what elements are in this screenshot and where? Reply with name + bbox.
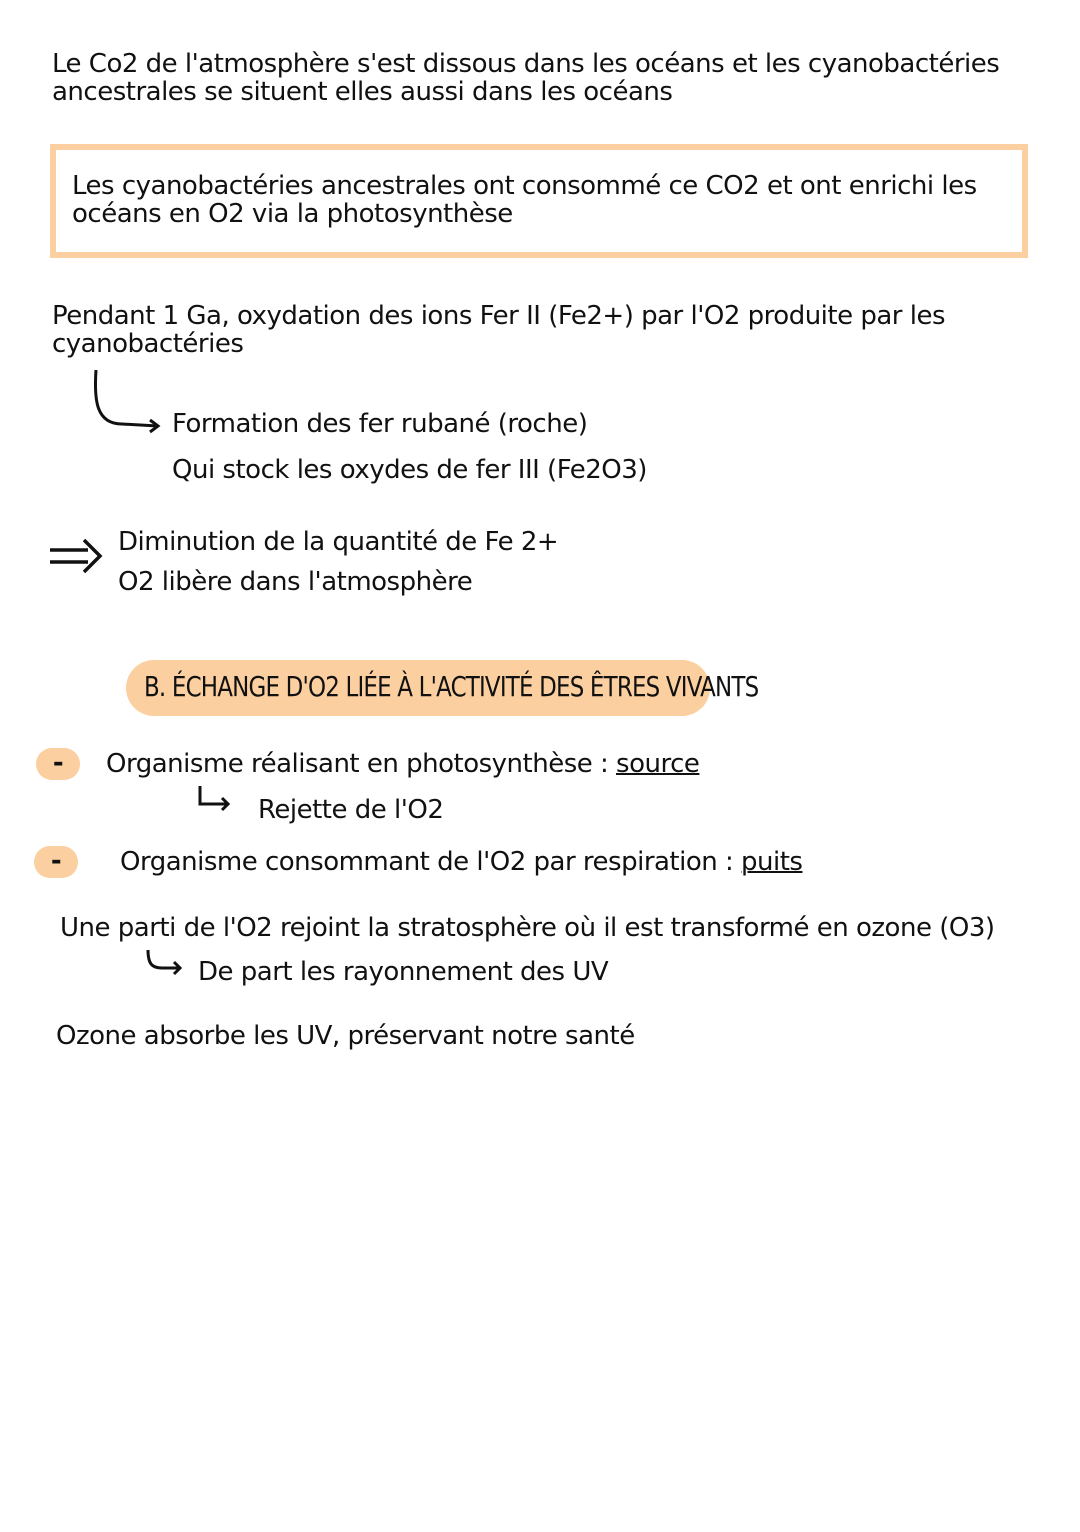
sub3: De part les rayonnement des UV [198, 957, 609, 987]
keyword-puits: puits [741, 847, 803, 877]
arrow-hook-icon [146, 950, 186, 976]
boxed-line2: océans en O2 via la photosynthèse [72, 199, 513, 229]
bullet-item-1 [106, 750, 699, 778]
paragraph1-line2: ancestrales se situent elles aussi dans les océans [52, 77, 673, 107]
arrow-hook-icon [198, 786, 234, 812]
sub1-line2: Qui stock les oxydes de fer III (Fe2O3) [172, 455, 647, 485]
bullet-marker: - [34, 846, 78, 878]
boxed-line1: Les cyanobactéries ancestrales ont consommé ce CO2 et ont enrichi les [72, 171, 977, 201]
bullet-marker: - [36, 748, 80, 780]
paragraph2-line1: Pendant 1 Ga, oxydation des ions Fer II (Fe2+) par l'O2 produite par les [52, 301, 946, 331]
section-heading: B. ÉCHANGE D'O2 LIÉE À L'ACTIVITÉ DES ÊTRES VIVANTS [144, 670, 759, 703]
sub1-line1: Formation des fer rubané (roche) [172, 409, 588, 439]
paragraph3: Une parti de l'O2 rejoint la stratosphère où il est transformé en ozone (O3) [60, 913, 995, 943]
bullet-text: Organisme consommant de l'O2 par respiration : [120, 847, 742, 877]
bullet-item-2 [120, 848, 802, 876]
bullet-text: Organisme réalisant en photosynthèse : [106, 749, 617, 779]
arrow-hook-icon [92, 370, 162, 430]
conclusion-line2: O2 libère dans l'atmosphère [118, 567, 473, 597]
paragraph2-line2: cyanobactéries [52, 329, 244, 359]
bullet-sub: Rejette de l'O2 [258, 795, 444, 825]
conclusion-line1: Diminution de la quantité de Fe 2+ [118, 527, 559, 557]
paragraph1-line1: Le Co2 de l'atmosphère s'est dissous dans les océans et les cyanobactéries [52, 49, 1000, 79]
keyword-source: source [616, 749, 700, 779]
implies-arrow-icon [48, 538, 104, 574]
paragraph4: Ozone absorbe les UV, préservant notre santé [56, 1021, 635, 1051]
